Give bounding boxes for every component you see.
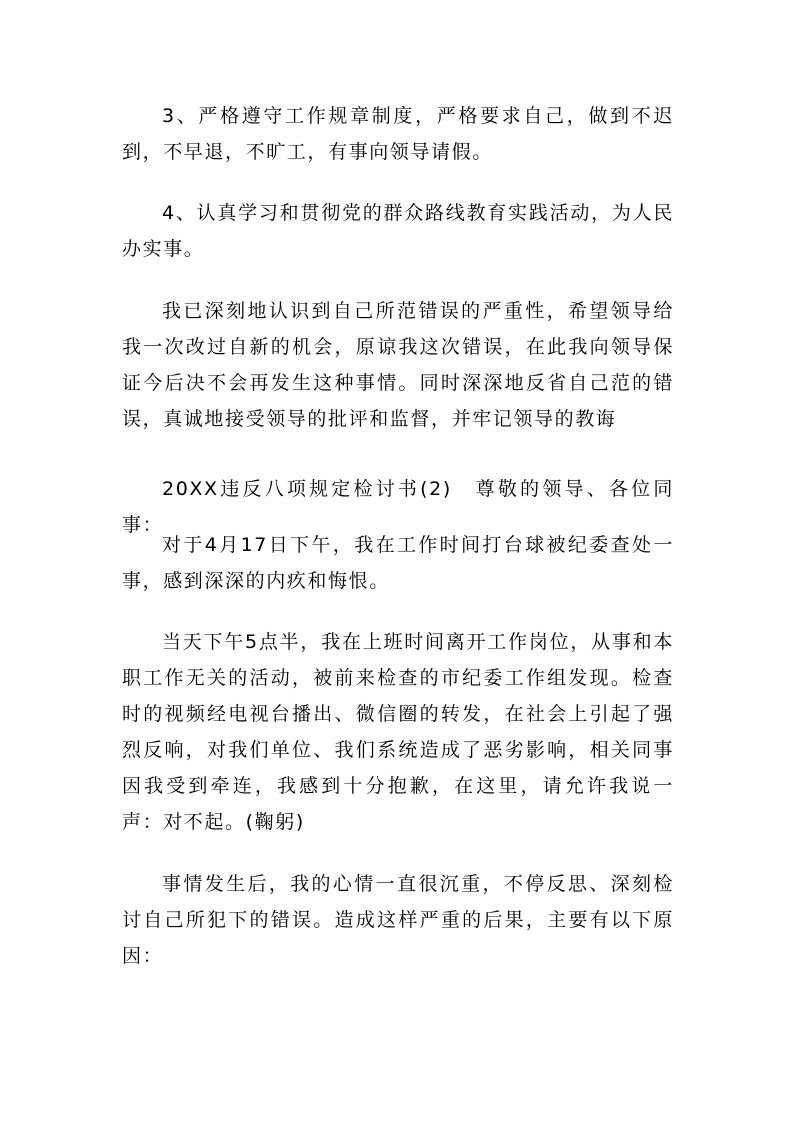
paragraph-rule-3: 3、严格遵守工作规章制度，严格要求自己，做到不迟到，不早退，不旷工，有事向领导请假。 (122, 105, 674, 163)
paragraph-apology-closing: 我已深刻地认识到自己所范错误的严重性，希望领导给我一次改过自新的机会，原谅我这次错误，在此我向领导保证今后决不会再发生这种事情。同时深深地反省自己范的错误，真诚地接受领导的批评和监督，并牢记领导的教诲 (122, 300, 674, 430)
paragraph-rule-4: 4、认真学习和贯彻党的群众路线教育实践活动，为人民办实事。 (122, 202, 674, 260)
paragraph-section-heading: 20XX违反八项规定检讨书(2) 尊敬的领导、各位同事： (122, 478, 674, 536)
paragraph-reflection: 事情发生后，我的心情一直很沉重，不停反思、深刻检讨自己所犯下的错误。造成这样严重的后果，主要有以下原因： (122, 873, 674, 967)
paragraph-incident-details: 当天下午5点半，我在上班时间离开工作岗位，从事和本职工作无关的活动，被前来检查的市纪委工作组发现。检查时的视频经电视台播出、微信圈的转发，在社会上引起了强烈反响，对我们单位、我们系统造成了恶劣影响，相关同事因我受到牵连，我感到十分抱歉，在这里，请允许我说一声：对不起。(鞠躬) (122, 631, 674, 833)
paragraph-incident-intro: 对于4月17日下午，我在工作时间打台球被纪委查处一事，感到深深的内疚和悔恨。 (122, 534, 674, 592)
